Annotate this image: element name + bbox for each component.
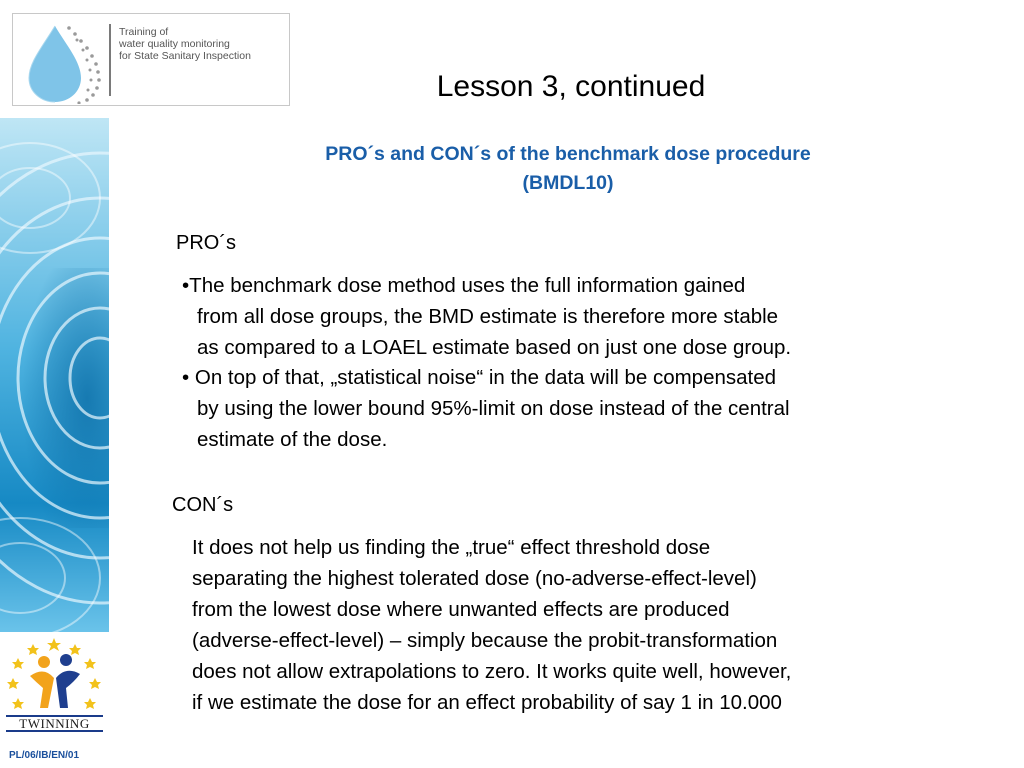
eu-stars-icon <box>7 638 101 709</box>
pros-item-line: as compared to a LOAEL estimate based on just one dose group. <box>197 336 792 359</box>
slide-subtitle <box>236 140 900 198</box>
pros-item <box>182 362 952 455</box>
cons-line: from the lowest dose where unwanted effects are produced <box>192 598 730 621</box>
subtitle-line: PRO´s and CON´s of the benchmark dose procedure <box>325 143 811 165</box>
pros-item <box>182 270 952 363</box>
cons-line: separating the highest tolerated dose (no-adverse-effect-level) <box>192 567 757 590</box>
twinning-figures-icon <box>30 654 80 708</box>
pros-item-line: estimate of the dose. <box>197 428 388 451</box>
logo-divider <box>109 24 111 96</box>
cons-line: does not allow extrapolations to zero. It works quite well, however, <box>192 660 792 683</box>
cons-line: It does not help us finding the „true“ effect threshold dose <box>192 536 711 559</box>
subtitle-line: (BMDL10) <box>522 172 614 194</box>
pros-item-line: from all dose groups, the BMD estimate is therefore more stable <box>197 305 779 328</box>
twinning-label: TWINNING <box>6 715 103 732</box>
logo-line: Training of <box>119 26 169 38</box>
header-logo <box>12 13 290 106</box>
logo-text <box>119 26 251 62</box>
footer-code: PL/06/IB/EN/01 <box>9 750 80 761</box>
pros-item-line: •The benchmark dose method uses the full information gained <box>182 274 746 297</box>
water-ripple-image <box>0 118 109 632</box>
slide-title: Lesson 3, continued <box>436 70 706 103</box>
logo-line: for State Sanitary Inspection <box>119 50 251 62</box>
logo-line: water quality monitoring <box>119 38 230 50</box>
pros-heading: PRO´s <box>176 232 236 254</box>
cons-line: if we estimate the dose for an effect probability of say 1 in 10.000 <box>192 691 782 714</box>
cons-heading: CON´s <box>172 494 234 516</box>
water-drop-icon <box>21 20 113 104</box>
cons-line: (adverse-effect-level) – simply because the probit-transformation <box>192 629 778 652</box>
pros-item-line: by using the lower bound 95%-limit on dose instead of the central <box>197 397 790 420</box>
pros-item-line: • On top of that, „statistical noise“ in the data will be compensated <box>182 366 777 389</box>
cons-paragraph <box>192 532 962 718</box>
